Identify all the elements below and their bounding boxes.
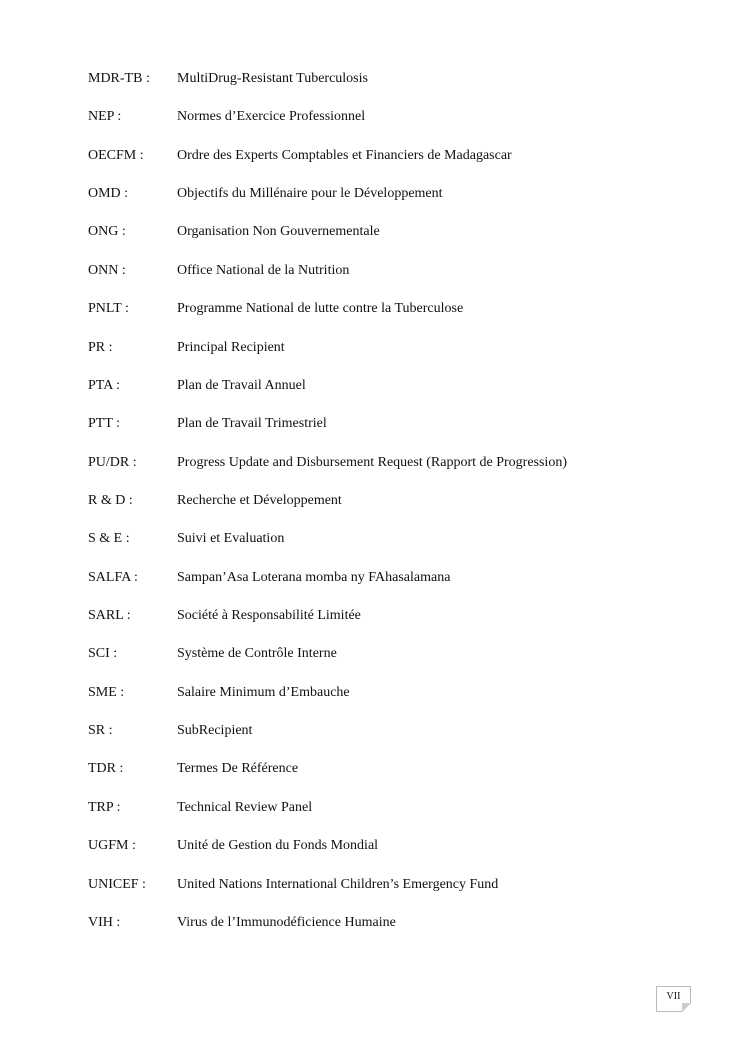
definition: Plan de Travail Trimestriel (177, 416, 327, 432)
abbreviation: MDR-TB : (88, 71, 150, 86)
definition: Office National de la Nutrition (177, 262, 350, 278)
abbreviation: OECFM : (88, 147, 144, 163)
abbreviation: SCI : (88, 646, 118, 662)
definition: SubRecipient (177, 723, 253, 739)
abbreviation: UNICEF : (88, 876, 146, 892)
definition: Recherche et Développement (177, 492, 342, 508)
definition: Progress Update and Disbursement Request (Rapport de Progression) (177, 454, 567, 470)
abbreviation: SME : (88, 684, 125, 700)
definition: Salaire Minimum d’Embauche (177, 684, 350, 700)
page-curl-icon (682, 1003, 691, 1012)
definition: Suivi et Evaluation (177, 531, 285, 547)
definition: Ordre des Experts Comptables et Financiers de Madagascar (177, 147, 512, 163)
abbreviation: NEP : (88, 109, 122, 125)
abbreviation: SARL : (88, 608, 131, 624)
abbreviation: SALFA : (88, 569, 138, 585)
definition: Objectifs du Millénaire pour le Développement (177, 186, 443, 202)
definition: Termes De Référence (177, 761, 299, 777)
definition: MultiDrug-Resistant Tuberculosis (177, 71, 368, 86)
definition: Virus de l’Immunodéficience Humaine (177, 914, 396, 930)
definition: Technical Review Panel (177, 799, 313, 815)
abbreviation: S & E : (88, 531, 130, 547)
definition: Système de Contrôle Interne (177, 646, 337, 662)
definition: Unité de Gestion du Fonds Mondial (177, 838, 379, 854)
abbreviation: TRP : (88, 799, 121, 815)
definition: Programme National de lutte contre la Tuberculose (177, 301, 464, 317)
abbreviation: PNLT : (88, 301, 129, 317)
abbreviation: ONG : (88, 224, 126, 240)
definition: Société à Responsabilité Limitée (177, 608, 361, 624)
abbreviation: OMD : (88, 186, 129, 202)
abbreviation: TDR : (88, 761, 124, 777)
definition: Sampan’Asa Loterana momba ny FAhasalamana (177, 569, 451, 585)
abbreviation: UGFM : (88, 838, 136, 854)
abbreviation: R & D : (88, 492, 133, 508)
abbreviation: PU/DR : (88, 454, 137, 470)
definition: Plan de Travail Annuel (177, 377, 306, 393)
abbreviation: PTT : (88, 416, 121, 432)
definition: Principal Recipient (177, 339, 285, 355)
abbreviation: PR : (88, 339, 113, 355)
abbreviation: SR : (88, 723, 113, 739)
definition: Normes d’Exercice Professionnel (177, 109, 366, 125)
abbreviation: VIH : (88, 914, 121, 930)
abbreviation: PTA : (88, 377, 120, 393)
abbreviation: ONN : (88, 262, 126, 278)
page-number: VII (666, 991, 681, 1002)
definition: United Nations International Children’s Emergency Fund (177, 876, 499, 892)
definition: Organisation Non Gouvernementale (177, 224, 380, 240)
page-number-box (656, 986, 691, 1012)
